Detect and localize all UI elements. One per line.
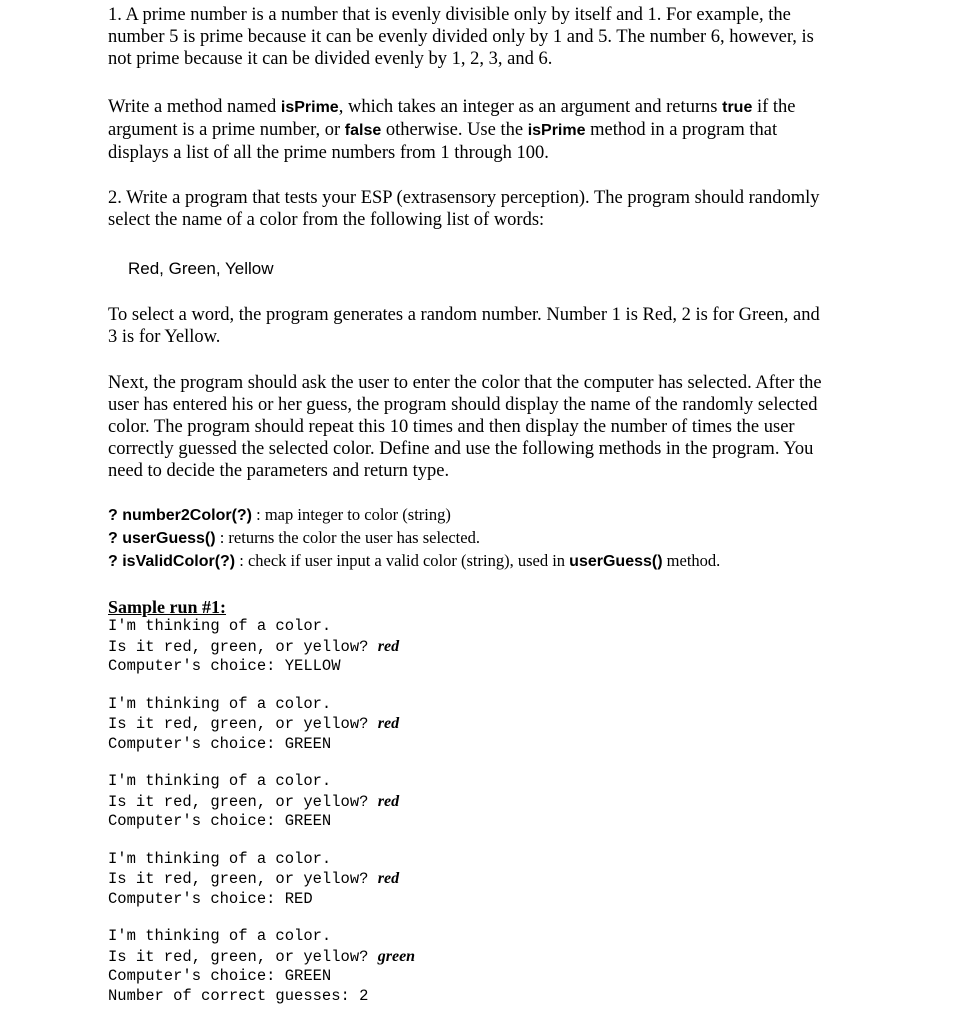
- method-desc: method.: [662, 551, 721, 570]
- user-answer: red: [377, 637, 400, 655]
- text: Next, the program should ask the user to enter the color that the computer has selected. After the: [108, 373, 822, 393]
- color-list: Red, Green, Yellow: [128, 259, 274, 278]
- q1-intro-line: 1. A prime number is a number that is evenly divisible only by itself and 1. For example, the: [108, 5, 791, 25]
- text: Write a method named: [108, 97, 281, 117]
- method-item: [108, 504, 878, 527]
- sample-run-block: [108, 927, 878, 1006]
- method-desc: : map integer to color (string): [252, 505, 451, 524]
- q1-intro: [108, 4, 878, 70]
- method-desc: : check if user input a valid color (string), used in: [235, 551, 570, 570]
- console-line: Computer's choice: GREEN: [108, 734, 332, 753]
- user-answer: green: [377, 947, 416, 965]
- text: need to decide the parameters and return type.: [108, 461, 450, 481]
- prompt: Is it red, green, or yellow?: [108, 792, 378, 811]
- q1-task: [108, 96, 878, 164]
- console-line: Computer's choice: GREEN: [108, 967, 332, 985]
- final-score-line: Number of correct guesses: 2: [108, 986, 369, 1005]
- prompt: Is it red, green, or yellow?: [108, 870, 378, 888]
- q2-intro: [108, 187, 878, 231]
- text: select the name of a color from the following list of words:: [108, 210, 545, 230]
- console-line: Computer's choice: RED: [108, 889, 313, 908]
- method-name: ? isValidColor(?): [108, 553, 236, 570]
- method-item: [108, 527, 878, 550]
- console-line: [108, 714, 878, 735]
- method-name: ? userGuess(): [108, 530, 216, 547]
- method-ref: isPrime: [527, 122, 586, 139]
- console-line: I'm thinking of a color.: [108, 617, 332, 635]
- method-ref: userGuess(): [569, 553, 663, 570]
- text: color. The program should repeat this 10 times and then display the number of times the user: [108, 417, 795, 437]
- text: method in a program that: [585, 120, 778, 140]
- text: otherwise. Use the: [381, 120, 528, 140]
- sample-run-block: [108, 850, 878, 910]
- method-ref: isPrime: [280, 99, 339, 116]
- text: if the: [752, 97, 796, 117]
- console-line: I'm thinking of a color.: [108, 927, 332, 945]
- text: To select a word, the program generates a random number. Number 1 is Red, 2 is for Green, and: [108, 305, 820, 325]
- console-line: Computer's choice: YELLOW: [108, 657, 341, 675]
- console-line: Computer's choice: GREEN: [108, 812, 332, 830]
- console-line: I'm thinking of a color.: [108, 772, 332, 790]
- q2-next: [108, 372, 878, 482]
- console-line: I'm thinking of a color.: [108, 694, 332, 713]
- prompt: Is it red, green, or yellow?: [108, 715, 378, 733]
- console-line: I'm thinking of a color.: [108, 849, 332, 868]
- text: 3 is for Yellow.: [108, 327, 221, 347]
- console-line: [108, 792, 878, 813]
- sample-title: Sample run #1:: [108, 597, 227, 617]
- user-answer: red: [377, 870, 400, 887]
- text: 2. Write a program that tests your ESP (extrasensory perception). The program should randomly: [108, 188, 820, 208]
- user-answer: red: [377, 792, 400, 810]
- method-desc: : returns the color the user has selected.: [215, 528, 480, 547]
- text: , which takes an integer as an argument and returns: [338, 97, 723, 117]
- text: user has entered his or her guess, the program should display the name of the randomly selected: [108, 395, 818, 415]
- text: displays a list of all the prime numbers from 1 through 100.: [108, 143, 549, 163]
- prompt: Is it red, green, or yellow?: [108, 637, 378, 656]
- q1-intro-line: number 5 is prime because it can be evenly divided only by 1 and 5. The number 6, however, is: [108, 27, 814, 47]
- text: argument is a prime number, or: [108, 120, 345, 140]
- q1-intro-line: not prime because it can be divided evenly by 1, 2, 3, and 6.: [108, 49, 553, 69]
- prompt: Is it red, green, or yellow?: [108, 947, 378, 966]
- sample-run-block: [108, 695, 878, 755]
- sample-run-block: [108, 617, 878, 677]
- method-item: [108, 550, 878, 573]
- document: [108, 4, 878, 1006]
- console-line: [108, 637, 878, 658]
- method-list: [108, 504, 878, 573]
- sample-run-block: [108, 772, 878, 832]
- method-name: ? number2Color(?): [108, 507, 252, 524]
- console-line: [108, 869, 878, 890]
- user-answer: red: [377, 715, 400, 732]
- q2-select: [108, 304, 878, 348]
- keyword-true: true: [722, 99, 753, 116]
- keyword-false: false: [344, 122, 382, 139]
- console-line: [108, 947, 878, 968]
- text: correctly guessed the selected color. Define and use the following methods in the program. You: [108, 439, 814, 459]
